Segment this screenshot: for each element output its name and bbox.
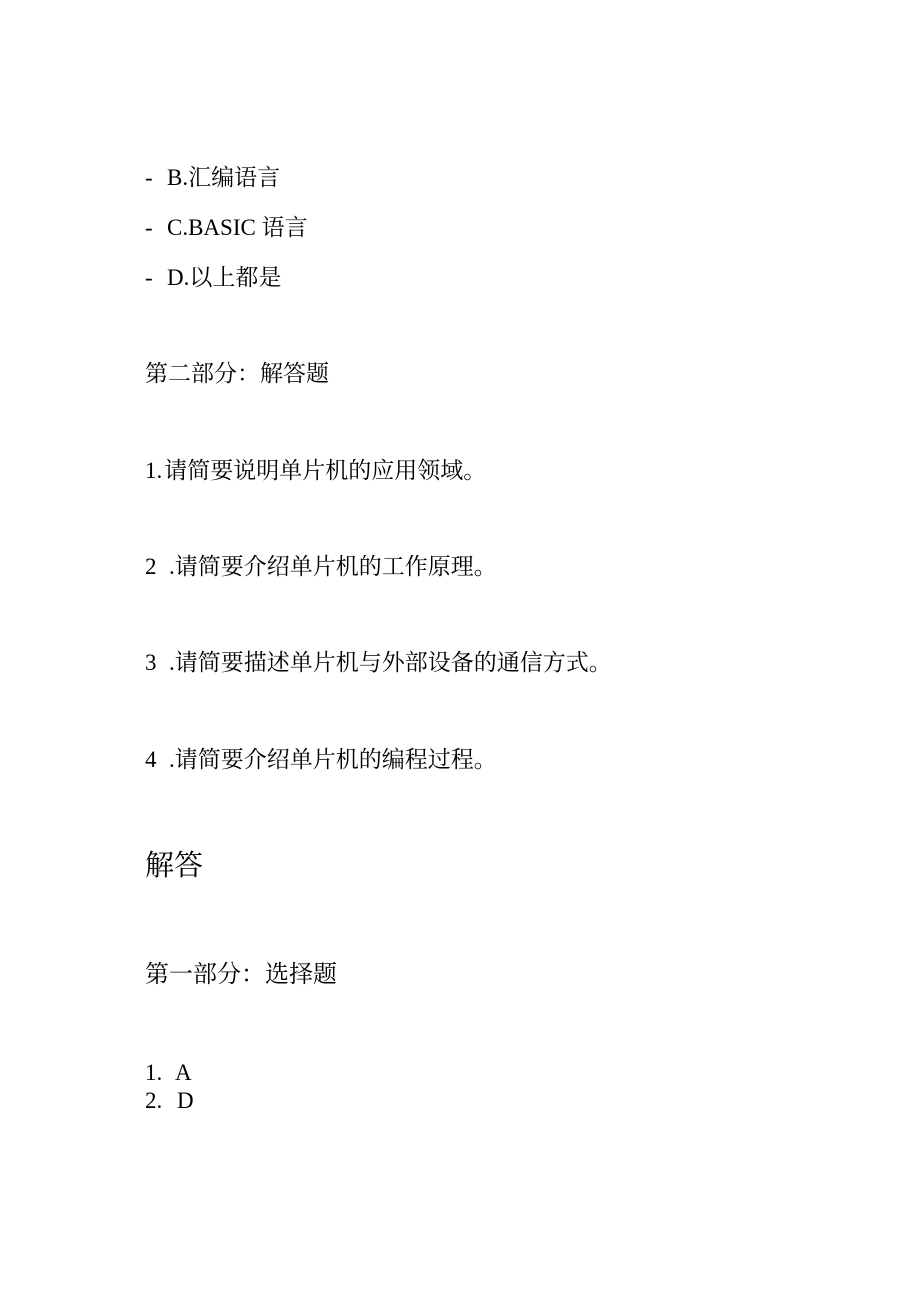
option-item bbox=[145, 266, 281, 289]
section-heading-part2: 第二部分：解答题 bbox=[145, 361, 329, 386]
section-heading-part1-answers: 第一部分：选择题 bbox=[145, 960, 337, 988]
question-text: 请简要说明单片机的应用领域。 bbox=[164, 458, 487, 483]
option-bullet: - bbox=[145, 265, 153, 290]
question-item bbox=[145, 555, 497, 578]
answer-item bbox=[145, 1089, 194, 1112]
question-text: .请简要介绍单片机的工作原理。 bbox=[169, 554, 497, 579]
option-text: B.汇编语言 bbox=[167, 165, 281, 190]
question-item bbox=[145, 459, 486, 482]
option-item bbox=[145, 166, 280, 189]
question-text: .请简要描述单片机与外部设备的通信方式。 bbox=[169, 650, 612, 675]
answer-number: 1. bbox=[145, 1060, 163, 1085]
question-number: 4 bbox=[145, 747, 157, 772]
answer-item bbox=[145, 1061, 192, 1084]
answer-value: A bbox=[175, 1060, 192, 1085]
answer-number: 2. bbox=[145, 1088, 163, 1113]
option-text: D.以上都是 bbox=[167, 265, 282, 290]
question-number: 3 bbox=[145, 650, 157, 675]
question-text: .请简要介绍单片机的编程过程。 bbox=[169, 747, 497, 772]
option-bullet: - bbox=[145, 215, 153, 240]
question-item bbox=[145, 651, 612, 674]
question-number: 1. bbox=[145, 458, 163, 483]
question-item bbox=[145, 748, 497, 771]
question-number: 2 bbox=[145, 554, 157, 579]
answers-heading: 解答 bbox=[145, 848, 204, 882]
option-bullet: - bbox=[145, 165, 153, 190]
option-text: C.BASIC 语言 bbox=[167, 215, 308, 240]
option-item bbox=[145, 216, 308, 239]
answer-value: D bbox=[177, 1088, 194, 1113]
